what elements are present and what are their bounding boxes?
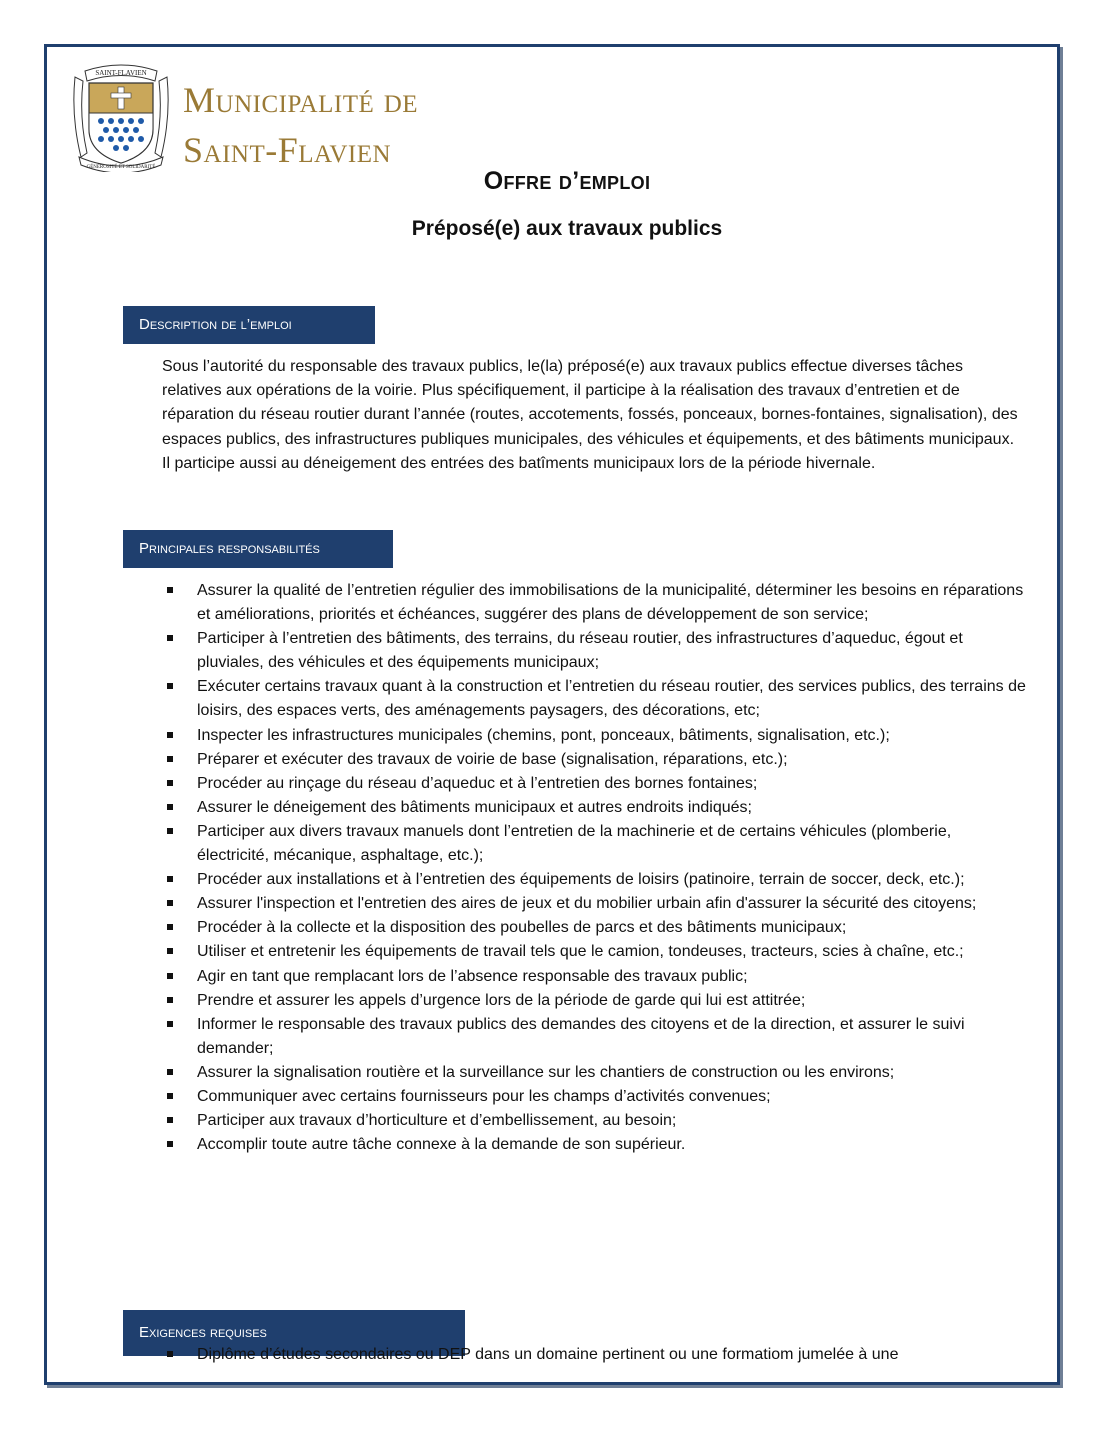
list-item: Procéder aux installations et à l’entretien des équipements de loisirs (patinoire, terrain de soccer, deck, etc.); <box>167 868 1027 892</box>
list-item: Assurer la qualité de l’entretien régulier des immobilisations de la municipalité, déterminer les besoins en réparations et améliorations, priorités et échéances, suggérer des plans de développement de son service; <box>167 579 1027 627</box>
municipality-name-line2: Saint-Flavien <box>183 130 392 170</box>
job-title: Préposé(e) aux travaux publics <box>411 217 723 240</box>
list-item: Assurer le déneigement des bâtiments municipaux et autres endroits indiqués; <box>167 796 1027 820</box>
list-item: Inspecter les infrastructures municipales (chemins, pont, ponceaux, bâtiments, signalisation, etc.); <box>167 724 1027 748</box>
crest-banner-bottom: GÉNÉROSITÉ ET SOLIDARITÉ <box>86 165 156 170</box>
document-title: Offre d’emploi <box>483 167 651 195</box>
list-item: Participer aux travaux d’horticulture et d’embellissement, au besoin; <box>167 1109 1027 1133</box>
municipality-logo <box>71 57 461 172</box>
list-item: Assurer l'inspection et l'entretien des aires de jeux et du mobilier urbain afin d'assurer la sécurité des citoyens; <box>167 892 1027 916</box>
section-heading-responsibilities: Principales responsabilités <box>123 530 393 568</box>
list-item: Participer à l’entretien des bâtiments, des terrains, du réseau routier, des infrastructures d’aqueduc, égout et pluviales, des véhicules et des équipements municipaux; <box>167 627 1027 675</box>
description-paragraph: Sous l’autorité du responsable des travaux publics, le(la) préposé(e) aux travaux publics effectue diverses tâches relatives aux opérations de la voirie. Plus spécifiquement, il participe à la réalisation des travaux d’entretien et de réparation du réseau routier durant l’année (routes, accotements, fossés, ponceaux, bornes-fontaines, signalisation), des espaces publics, des infrastructures publiques municipales, des véhicules et équipements, et des bâtiments municipaux. Il participe aussi au déneigement des entrées des batîments municipaux lors de la période hivernale. <box>162 358 1018 472</box>
section-heading-description: Description de l’emploi <box>123 306 375 344</box>
list-item: Exécuter certains travaux quant à la construction et l’entretien du réseau routier, des services publics, des terrains de loisirs, des espaces verts, des aménagements paysagers, des décorations, etc; <box>167 675 1027 723</box>
section-heading-requirements: Exigences requises <box>123 1310 465 1356</box>
list-item: Accomplir toute autre tâche connexe à la demande de son supérieur. <box>167 1133 1027 1157</box>
list-item: Informer le responsable des travaux publics des demandes des citoyens et de la direction, et assurer le suivi demander; <box>167 1013 1027 1061</box>
list-item: Utiliser et entretenir les équipements de travail tels que le camion, tondeuses, tracteurs, scies à chaîne, etc.; <box>167 940 1027 964</box>
requirements-list <box>167 1343 1027 1367</box>
list-item: Diplôme d’études secondaires ou DEP dans un domaine pertinent ou une formatiom jumelée à une <box>167 1343 1027 1367</box>
list-item: Prendre et assurer les appels d’urgence lors de la période de garde qui lui est attitrée; <box>167 989 1027 1013</box>
list-item: Préparer et exécuter des travaux de voirie de base (signalisation, réparations, etc.); <box>167 748 1027 772</box>
crest-banner-top: SAINT-FLAVIEN <box>95 69 147 77</box>
list-item: Procéder à la collecte et la disposition des poubelles de parcs et des bâtiments municipaux; <box>167 916 1027 940</box>
page-frame <box>44 44 1060 1385</box>
list-item: Communiquer avec certains fournisseurs pour les champs d’activités convenues; <box>167 1085 1027 1109</box>
list-item: Participer aux divers travaux manuels dont l’entretien de la machinerie et de certains véhicules (plomberie, électricité, mécanique, asphaltage, etc.); <box>167 820 1027 868</box>
responsibilities-list <box>167 579 1027 1157</box>
list-item: Agir en tant que remplacant lors de l’absence responsable des travaux public; <box>167 965 1027 989</box>
list-item: Assurer la signalisation routière et la surveillance sur les chantiers de construction ou les environs; <box>167 1061 1027 1085</box>
crest-icon <box>71 57 171 172</box>
list-item: Procéder au rinçage du réseau d’aqueduc et à l’entretien des bornes fontaines; <box>167 772 1027 796</box>
municipality-name-line1: Municipalité de <box>183 80 419 120</box>
